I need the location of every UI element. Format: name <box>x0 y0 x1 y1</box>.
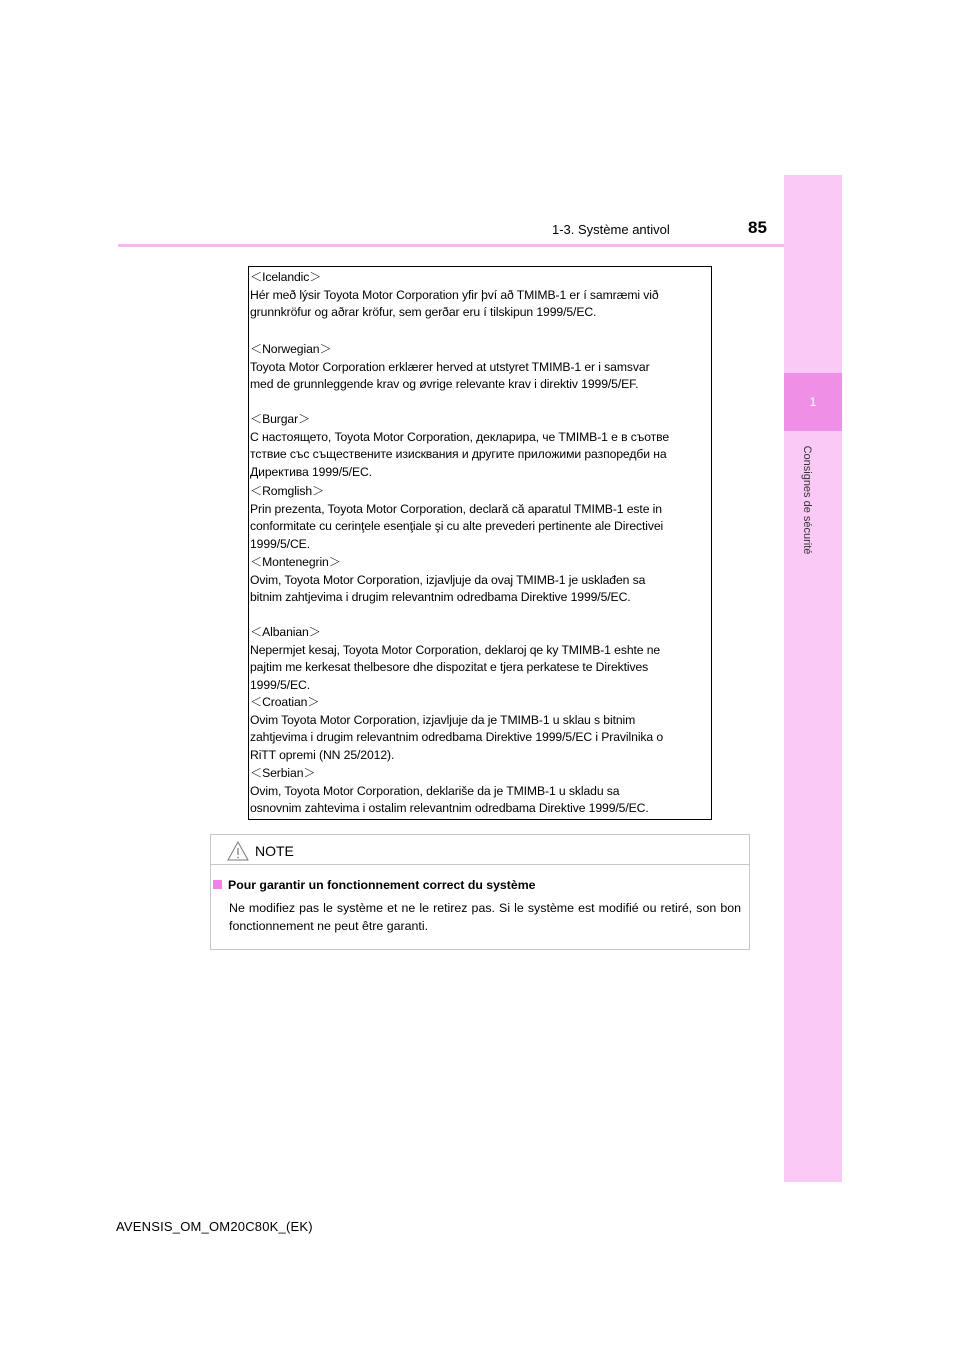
declaration-icelandic <box>250 269 659 322</box>
declaration-language: ＜Romglish＞ <box>250 484 325 498</box>
declaration-norwegian <box>250 341 650 394</box>
document-code: AVENSIS_OM_OM20C80K_(EK) <box>116 1219 313 1234</box>
warning-triangle-icon <box>227 841 249 861</box>
declaration-montenegrin <box>250 554 645 607</box>
declaration-text: Ovim, Toyota Motor Corporation, izjavljuje da ovaj TMIMB-1 je usklađen sa bitnim zahtjevima i drugim relevantnim odredbama Direktive 1999/5/EC. <box>250 572 646 605</box>
declaration-burgar <box>250 411 669 481</box>
declaration-language: ＜Montenegrin＞ <box>250 555 341 569</box>
bullet-square-icon <box>213 880 222 889</box>
note-heading-text: Pour garantir un fonctionnement correct du système <box>228 878 536 892</box>
note-header <box>211 835 749 865</box>
note-title: NOTE <box>255 843 294 859</box>
header-rule <box>118 244 784 247</box>
declaration-text: Toyota Motor Corporation erklærer herved at utstyret TMIMB-1 er i samsvar med de grunnleggende krav og øvrige relevante krav i direktiv 1999/5/EF. <box>250 359 650 392</box>
section-title: 1-3. Système antivol <box>552 222 670 237</box>
note-box <box>210 834 750 950</box>
declaration-albanian <box>250 624 660 694</box>
declaration-language: ＜Norwegian＞ <box>250 342 332 356</box>
chapter-side-tab <box>784 175 842 1182</box>
declaration-text: Hér með lýsir Toyota Motor Corporation yfir því að TMIMB-1 er í samræmi við grunnkröfur og aðrar kröfur, sem gerðar eru í tilskipun 1999/5/EC. <box>250 287 659 320</box>
declaration-serbian <box>250 765 649 818</box>
chapter-number-block <box>784 373 842 431</box>
declaration-text: Ovim Toyota Motor Corporation, izjavljuje da je TMIMB-1 u sklau s bitnim zahtjevima i drugim relevantnim odredbama Direktive 1999/5/EC i Pravilnika o RiTT opremi (NN 25/2012). <box>250 712 664 762</box>
declaration-romglish <box>250 483 663 553</box>
page-number: 85 <box>748 218 767 237</box>
declaration-language: ＜Albanian＞ <box>250 625 321 639</box>
declaration-text: Prin prezenta, Toyota Motor Corporation, declară că aparatul TMIMB-1 este in conformitate cu cerinţele esenţiale şi cu alte prevederi pertinente ale Directivei 1999/5/CE. <box>250 501 664 551</box>
declaration-language: ＜Icelandic＞ <box>250 270 322 284</box>
declaration-language: ＜Burgar＞ <box>250 412 311 426</box>
declaration-text: Nepermjet kesaj, Toyota Motor Corporation, deklaroj qe ky TMIMB-1 eshte ne pajtim me kerkesat thelbesore dhe dispozitat e tjera perkatese te Direktives 1999/5/EC. <box>250 642 661 692</box>
declaration-croatian <box>250 694 663 764</box>
note-body: Ne modifiez pas le système et ne le retirez pas. Si le système est modifié ou retiré, son bon fonctionnement ne peut être garanti. <box>229 901 741 933</box>
chapter-label: Consignes de sécurité <box>801 445 813 555</box>
declaration-text: Ovim, Toyota Motor Corporation, deklariše da je TMIMB-1 u skladu sa osnovnim zahtevima i ostalim relevantnim odredbama Direktive 1999/5/EC. <box>250 783 649 816</box>
declaration-text: С настоящето, Toyota Motor Corporation, декларира, че TMIMB-1 е в съотве тствие със съществените изисквания и другите приложими разпоредби на Директива 1999/5/EC. <box>250 429 670 479</box>
chapter-number: 1 <box>809 395 817 409</box>
note-heading <box>213 878 535 892</box>
declaration-language: ＜Croatian＞ <box>250 695 320 709</box>
declaration-language: ＜Serbian＞ <box>250 766 316 780</box>
